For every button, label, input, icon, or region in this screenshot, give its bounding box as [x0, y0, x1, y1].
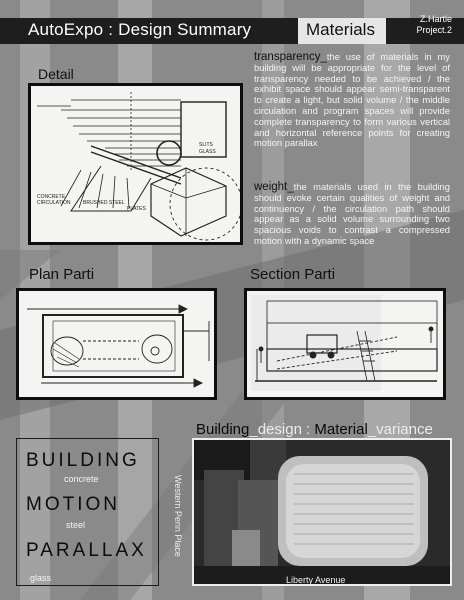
concept-word-building: BUILDING [26, 450, 140, 471]
bd-material: Material [314, 421, 368, 438]
street-label-west: Western Penn Place [173, 475, 183, 557]
model-photo-image [194, 440, 450, 584]
materials-heading: Materials [306, 20, 375, 39]
concept-word-motion: MOTION [26, 494, 120, 515]
transparency-keyword: transparency_ [254, 51, 327, 63]
concept-material-concrete: concrete [64, 474, 99, 484]
weight-text: the materials used in the building should evoke certain qualities of weight and continuency / the circulation path should appear as a solid volume surrounding two spacious voids to contrast a compressed motion with a dynamic space [254, 181, 450, 246]
label-brushed-steel: BRUSHED STEEL [83, 200, 125, 206]
page-title: AutoExpo : Design Summary [28, 20, 252, 39]
label-concrete: CONCRETE [37, 194, 66, 200]
bd-mid: _design : [249, 421, 315, 438]
section-parti-heading: Section Parti [250, 266, 336, 283]
detail-heading: Detail [38, 66, 74, 82]
building-design-heading [196, 421, 433, 438]
section-drawing [247, 291, 443, 397]
concept-material-glass: glass [30, 573, 52, 583]
transparency-paragraph [254, 52, 450, 149]
bd-suffix: _variance [367, 421, 433, 438]
transparency-text: the use of materials in my building will be appropriate for the level of transparency needed to be achieved / the exhibit space should appear semi-transparent to create a light, but solid volume / the middle circulation and program spaces will provide complete transparency to form various vertical and horizontal reference points for creating motion parallax [254, 51, 450, 149]
street-label-liberty: Liberty Avenue [286, 575, 346, 585]
weight-keyword: weight_ [254, 181, 294, 193]
model-photo [192, 438, 452, 586]
detail-sketch [28, 83, 243, 245]
weight-paragraph [254, 182, 450, 247]
section-parti-sketch [244, 288, 446, 400]
bd-prefix: Building [196, 421, 250, 438]
author-name: Z.Hartle [419, 14, 452, 24]
concept-material-steel: steel [66, 520, 86, 530]
label-glass: GLASS [199, 149, 216, 155]
author-block [416, 14, 452, 36]
label-slits: SLITS [199, 142, 213, 148]
plan-parti-sketch [16, 288, 217, 400]
label-plates: PLATES [127, 206, 146, 212]
concept-word-parallax: PARALLAX [26, 540, 147, 561]
label-circulation: CIRCULATION [37, 200, 71, 206]
detail-drawing [31, 86, 240, 242]
project-number: Project.2 [416, 25, 452, 35]
plan-drawing [19, 291, 214, 397]
plan-parti-heading: Plan Parti [29, 266, 95, 283]
